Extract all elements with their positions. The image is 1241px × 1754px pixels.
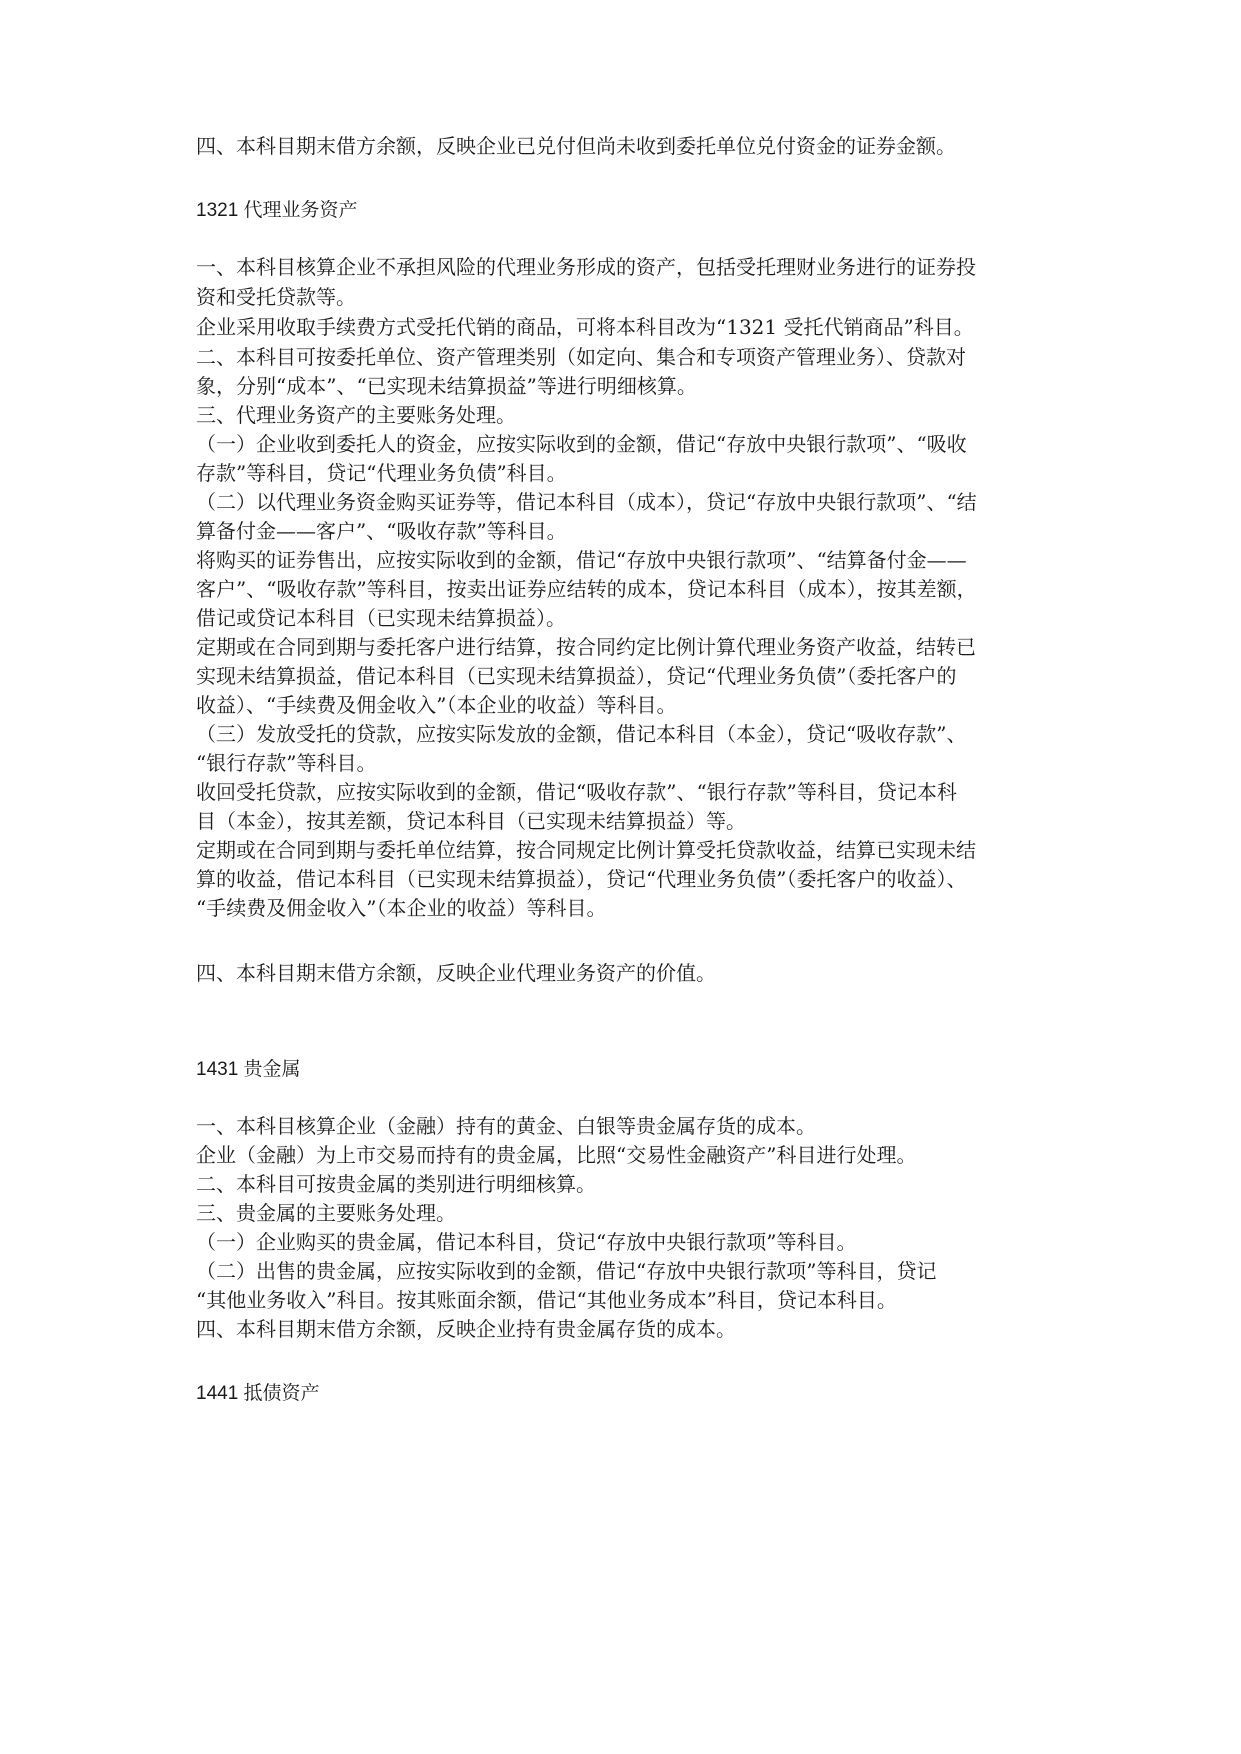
text-line: 将购买的证券售出，应按实际收到的金额，借记“存放中央银行款项”、“结算备付金—— [196,548,967,572]
text-line: （一）企业收到委托人的资金，应按实际收到的金额，借记“存放中央银行款项”、“吸收 [196,432,967,456]
text-line: 企业采用收取手续费方式受托代销的商品，可将本科目改为“1321 受托代销商品”科目。 [196,315,974,339]
text-line: 二、本科目可按贵金属的类别进行明细核算。 [196,1172,596,1196]
text-line: 算的收益，借记本科目（已实现未结算损益），贷记“代理业务负债”（委托客户的收益）、 [196,867,967,891]
section-heading-1431: 1431 贵金属 [196,1059,301,1080]
text-line: 算备付金——客户”、“吸收存款”等科目。 [196,519,567,543]
text-line: 定期或在合同到期与委托客户进行结算，按合同约定比例计算代理业务资产收益，结转已 [196,635,976,659]
text-line: 定期或在合同到期与委托单位结算，按合同规定比例计算受托贷款收益，结算已实现未结 [196,838,976,862]
text-line: 三、贵金属的主要账务处理。 [196,1201,456,1225]
text-line: “银行存款”等科目。 [196,751,377,775]
text-line: 借记或贷记本科目（已实现未结算损益）。 [196,606,566,630]
text-line: 三、代理业务资产的主要账务处理。 [196,403,516,427]
text-line: 二、本科目可按委托单位、资产管理类别（如定向、集合和专项资产管理业务）、贷款对 [196,345,966,369]
text-line: 四、本科目期末借方余额，反映企业已兑付但尚未收到委托单位兑付资金的证券金额。 [196,134,956,158]
text-line: 存款”等科目，贷记“代理业务负债”科目。 [196,461,567,485]
text-line: “手续费及佣金收入”（本企业的收益）等科目。 [196,896,607,920]
text-line: 资和受托贷款等。 [196,285,356,309]
text-line: 四、本科目期末借方余额，反映企业持有贵金属存货的成本。 [196,1317,736,1341]
text-line: 收回受托贷款，应按实际收到的金额，借记“吸收存款”、“银行存款”等科目，贷记本科 [196,780,957,804]
text-line: 企业（金融）为上市交易而持有的贵金属，比照“交易性金融资产”科目进行处理。 [196,1143,917,1167]
text-line: （一）企业购买的贵金属，借记本科目，贷记“存放中央银行款项”等科目。 [196,1230,857,1254]
section-heading-1321: 1321 代理业务资产 [196,200,358,221]
text-line: （三）发放受托的贷款，应按实际发放的金额，借记本科目（本金），贷记“吸收存款”、 [196,722,967,746]
text-line: 收益）、“手续费及佣金收入”（本企业的收益）等科目。 [196,693,677,717]
text-line: “其他业务收入”科目。按其账面余额，借记“其他业务成本”科目，贷记本科目。 [196,1288,897,1312]
section-heading-1441: 1441 抵债资产 [196,1383,320,1404]
text-line: （二）以代理业务资金购买证券等，借记本科目（成本），贷记“存放中央银行款项”、“结 [196,490,977,514]
text-line: 四、本科目期末借方余额，反映企业代理业务资产的价值。 [196,961,716,985]
text-line: 客户”、“吸收存款”等科目，按卖出证券应结转的成本，贷记本科目（成本），按其差额， [196,577,977,601]
text-line: （二）出售的贵金属，应按实际收到的金额，借记“存放中央银行款项”等科目，贷记 [196,1259,937,1283]
text-line: 实现未结算损益，借记本科目（已实现未结算损益），贷记“代理业务负债”（委托客户的 [196,664,957,688]
text-line: 一、本科目核算企业（金融）持有的黄金、白银等贵金属存货的成本。 [196,1114,816,1138]
text-line: 象，分别“成本”、“已实现未结算损益”等进行明细核算。 [196,374,697,398]
text-line: 一、本科目核算企业不承担风险的代理业务形成的资产，包括受托理财业务进行的证券投 [196,255,976,279]
text-line: 目（本金），按其差额，贷记本科目（已实现未结算损益）等。 [196,809,746,833]
